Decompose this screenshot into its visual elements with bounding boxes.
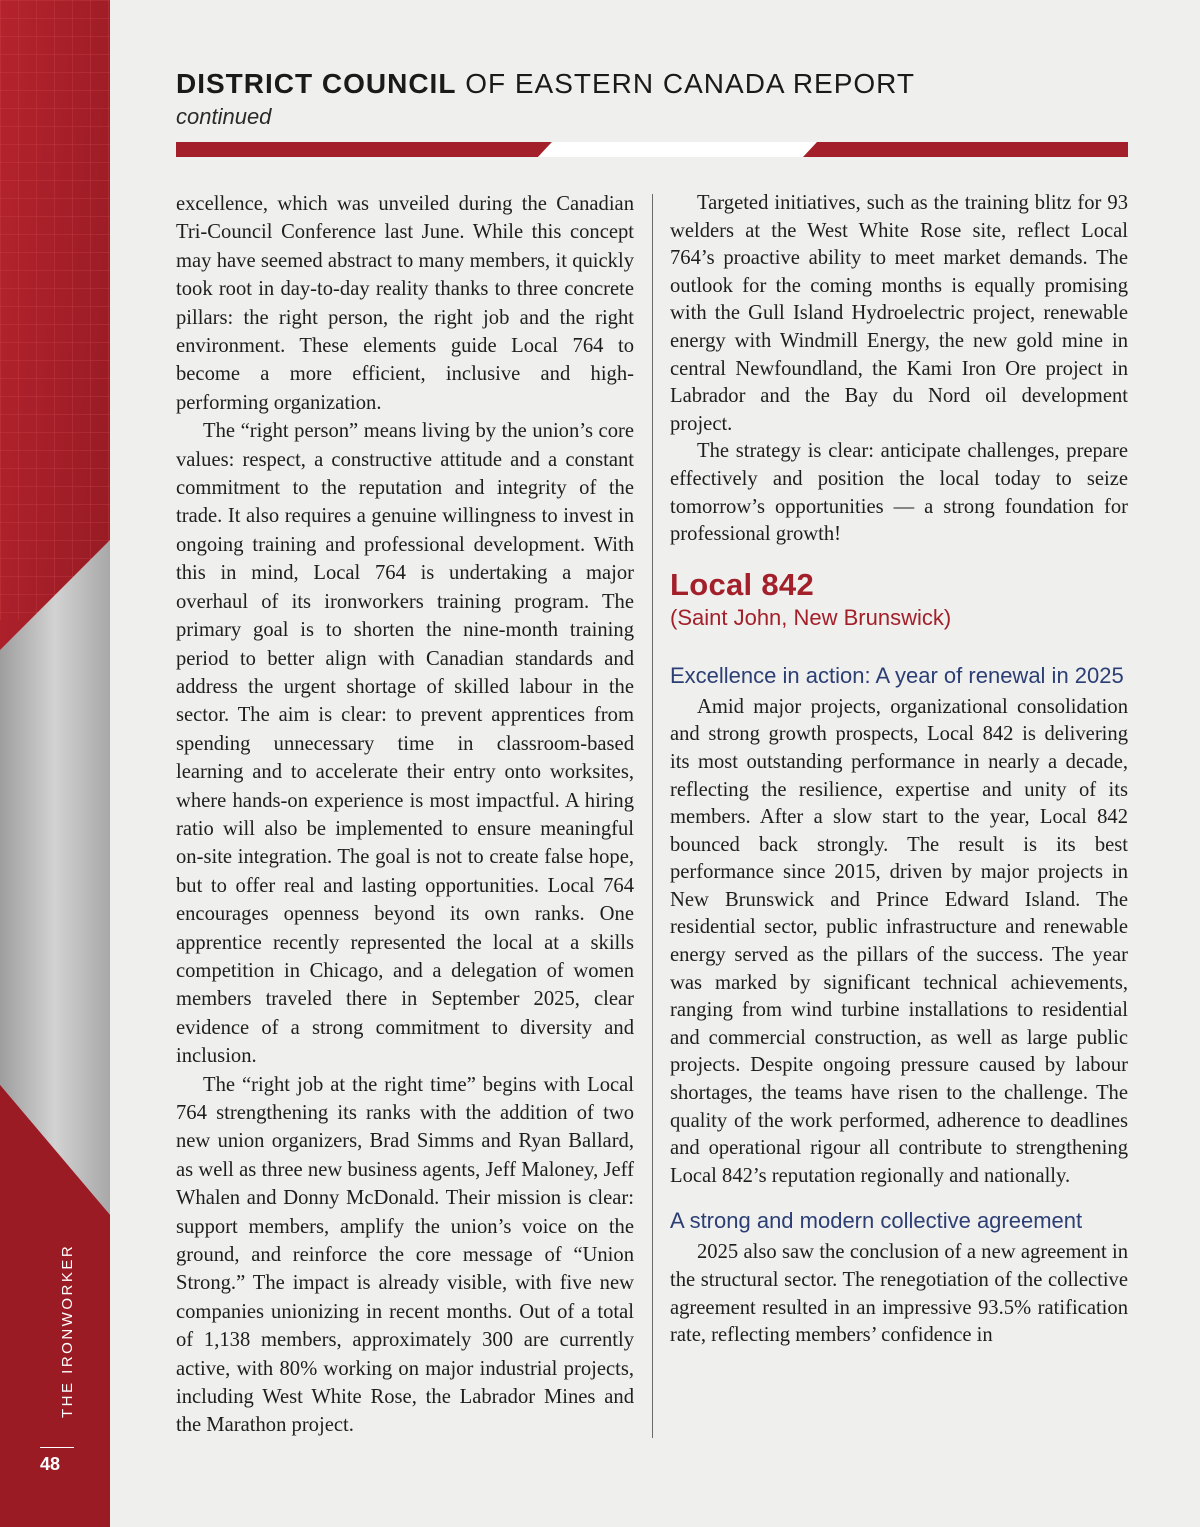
left-paragraph-2: The “right person” means living by the union’s core values: respect, a constructive attitude and a constant commitment to the reputation and integrity of the trade. It also requires a genuine willingness to invest in ongoing training and professional development. With this in mind, Local 764 is undertaking a major overhaul of its ironworkers training program. The primary goal is to shorten the nine-month training period to better align with Canadian standards and address the urgent shortage of skilled labour in the sector. The aim is clear: to prevent apprentices from spending unnecessary time in classroom-based learning and to accelerate their entry onto worksites, where hands-on experience is most impactful. A hiring ratio will also be implemented to ensure meaningful on-site integration. The goal is not to create false hope, but to offer real and lasting opportunities. Local 764 encourages openness beyond its own ranks. One apprentice recently represented the local at a skills competition in Chicago, and a delegation of women members traveled there in September 2025, clear evidence of a strong commitment to diversity and inclusion. bbox=[176, 420, 634, 1068]
right-column bbox=[670, 190, 1128, 1350]
band-graphic bbox=[0, 0, 110, 1527]
left-column bbox=[176, 190, 634, 1440]
report-subtitle: continued bbox=[176, 104, 272, 129]
page-number-rule bbox=[40, 1447, 74, 1448]
section-heading-excellence: Excellence in action: A year of renewal in 2025 bbox=[670, 662, 1124, 688]
page-number: 48 bbox=[40, 1454, 61, 1474]
right-paragraph-2: The strategy is clear: anticipate challenges, prepare effectively and position the local today to seize tomorrow’s opportunities — a strong foundation for professional growth! bbox=[670, 440, 1128, 546]
report-title-rest: OF EASTERN CANADA REPORT bbox=[456, 68, 915, 99]
section-paragraph-excellence: Amid major projects, organizational consolidation and strong growth prospects, Local 842 is delivering its most outstanding performance in nearly a decade, reflecting the resilience, expertise and unity of its members. After a slow start to the year, Local 842 bounced back strongly. The result is its best performance since 2015, driven by major projects in New Brunswick and Prince Edward Island. The residential sector, public infrastructure and renewable energy served as the pillars of the success. The year was marked by significant technical achievements, ranging from wind turbine installations to residential and commercial construction, as well as large public projects. Despite ongoing pressure caused by labour shortages, the teams have risen to the challenge. The quality of the work performed, adherence to deadlines and operational rigour all contribute to strengthening Local 842’s reputation regionally and nationally. bbox=[670, 695, 1128, 1187]
header-divider-bar bbox=[176, 142, 1128, 158]
column-divider bbox=[652, 194, 653, 1438]
report-title-strong: DISTRICT COUNCIL bbox=[176, 68, 457, 99]
section-heading-agreement: A strong and modern collective agreement bbox=[670, 1208, 1083, 1234]
magazine-name-label: THE IRONWORKER bbox=[59, 1243, 76, 1418]
left-paragraph-3: The “right job at the right time” begins with Local 764 strengthening its ranks with the addition of two new union organizers, Brad Simms and Ryan Ballard, as well as three new business agents, Jeff Maloney, Jeff Whalen and Donny McDonald. Their mission is clear: support members, amplify the union’s voice on the ground, and reinforce the core message of “Union Strong.” The impact is already visible, with five new companies unionizing in recent months. Out of a total of 1,138 members, approximately 300 are currently active, with 80% working on major industrial projects, including West White Rose, the Labrador Mines and the Marathon project. bbox=[176, 1073, 634, 1437]
section-paragraph-agreement: 2025 also saw the conclusion of a new agreement in the structural sector. The renegotiation of the collective agreement resulted in an impressive 93.5% ratification rate, reflecting members’ confidence in bbox=[670, 1241, 1128, 1347]
right-paragraph-1: Targeted initiatives, such as the training blitz for 93 welders at the West White Rose site, reflect Local 764’s proactive ability to meet market demands. The outlook for the coming months is equally promising with the Gull Island Hydroelectric project, renewable energy with Windmill Energy, the new gold mine in central Newfoundland, the Kami Iron Ore project in Labrador and the Bay du Nord oil development project. bbox=[670, 192, 1128, 435]
local-842-heading: Local 842 bbox=[670, 566, 815, 602]
side-decorative-band bbox=[0, 0, 110, 1527]
report-title bbox=[176, 68, 915, 100]
local-842-location: (Saint John, New Brunswick) bbox=[670, 604, 952, 630]
left-paragraph-1: excellence, which was unveiled during the Canadian Tri-Council Conference last June. While this concept may have seemed abstract to many members, it quickly took root in day-to-day reality thanks to three concrete pillars: the right person, the right job and the right environment. These elements guide Local 764 to become a more efficient, inclusive and high-performing organization. bbox=[176, 193, 634, 414]
